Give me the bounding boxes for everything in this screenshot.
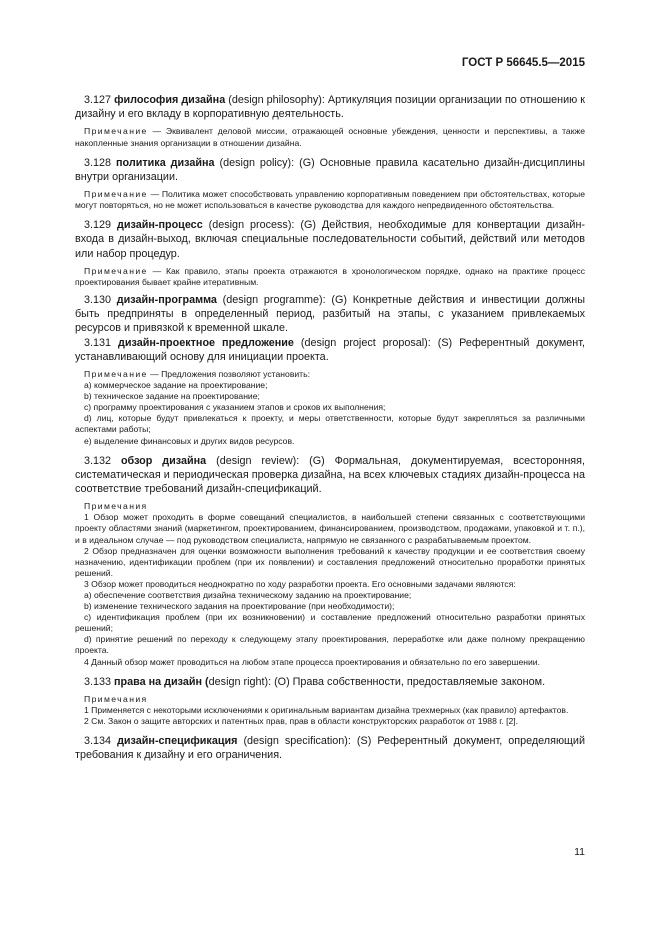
list-item: е) выделение финансовых и других видов ресурсов. (84, 435, 295, 446)
term-definition: (design specification): (S) Референтный документ, определяющий требования к дизайну и его ограничения. (75, 735, 585, 762)
note-label: Примечание (84, 369, 148, 379)
term-definition: (design review): (G) Формальная, документируемая, всесторонняя, систематическая и периодическая проверка дизайна, на всех ключевых стадиях дизайн-процесса на соответствие требований дизайн-спецификаций. (75, 454, 585, 496)
notes-heading: Примечания (84, 693, 148, 704)
note-item: 1 Применяется с некоторыми исключениями к оригинальным вариантам дизайна трехмерных (как правило) артефактов. (84, 704, 569, 715)
document-id-header: ГОСТ Р 56645.5—2015 (461, 57, 585, 69)
term-number: 3.134 (84, 735, 112, 748)
note-text: — Как правило, этапы проекта отражаются в хронологическом порядке, однако на практике процесс проектирования бывает крайне итеративным. (75, 265, 585, 287)
term-number: 3.128 (84, 156, 112, 169)
note-item: а) обеспечение соответствия дизайна техническому заданию на проектирование; (84, 590, 412, 601)
term-3-129 (75, 218, 585, 261)
list-item: b) техническое задание на проектирование; (84, 391, 260, 402)
page-number: 11 (574, 846, 585, 858)
page-content (75, 93, 585, 763)
term-3-132 (75, 454, 585, 497)
list-item: d) лиц, которые будут привлекаться к проекту, и меры ответственности, которые будут закрепляться за различными аспектами работы; (75, 413, 585, 435)
note-item: 3 Обзор может проводиться неоднократно по ходу разработки проекта. Его основными задачами являются: (84, 578, 516, 589)
term-name: философия дизайна (114, 94, 226, 106)
term-definition: (design programme): (G) Конкретные действия и инвестиции должны быть предприняты в определенный период, разбитый на этапы, с указанием привлекаемых ресурсов и привязкой к временной шкале. (75, 293, 585, 335)
term-name: дизайн-спецификация (117, 735, 238, 748)
note-3-127 (75, 126, 585, 148)
note-item: d) принятие решений по переходу к следующему этапу проектирования, переработке или даже полному прекращению проекта. (75, 634, 585, 656)
note-item: 1 Обзор может проходить в форме совещаний специалистов, в наибольшей степени связанных с соответствующими проекту областями знаний (маркетингом, проектированием, финансированием, производством, продажами, упаковкой и т. п.), и в идеальном случае — под руководством специалиста, напрямую не связанного с разрабатываемым проектом. (75, 512, 585, 545)
term-3-131 (75, 336, 585, 364)
term-number: 3.131 (84, 336, 112, 349)
note-item: 4 Данный обзор может проводиться на любом этапе процесса проектирования и обязательно по его завершении. (84, 656, 540, 667)
term-number: 3.133 (84, 675, 112, 688)
term-3-134 (75, 734, 585, 762)
term-name: политика дизайна (116, 156, 215, 169)
note-label: Примечание (84, 189, 148, 199)
term-3-127 (75, 93, 585, 121)
list-item: а) коммерческое задание на проектирование; (84, 380, 268, 391)
term-definition: design right): (О) Права собственности, предоставляемые законом. (208, 675, 546, 688)
note-text: — Политика может способствовать управлению корпоративным поведением при обстоятельствах, которые могут повторяться, но не может использоваться в качестве руководства для каждого непредвиденного обстоятельства. (75, 189, 585, 211)
note-text: — Эквивалент деловой миссии, отражающей основные убеждения, ценности и перспективы, а также накопленные знания организации в отношении дизайна. (75, 126, 585, 148)
note-item: 2 См. Закон о защите авторских и патентных прав, прав в области конструкторских разработок от 1988 г. [2]. (84, 716, 519, 727)
note-3-128 (75, 189, 585, 211)
term-name: дизайн-проектное предложение (118, 336, 294, 349)
term-number: 3.129 (84, 219, 112, 232)
note-text: — Предложения позволяют установить: (147, 369, 310, 379)
term-definition: (design process): (G) Действия, необходимые для конвертации дизайн-входа в дизайн-выход, включая специальные последовательности событий, действий или методов или набор процедур. (75, 219, 586, 260)
note-label: Примечание (84, 265, 148, 276)
notes-heading: Примечания (84, 501, 148, 512)
term-3-130 (75, 293, 585, 336)
term-name: права на дизайн ( (114, 675, 209, 688)
term-3-128 (75, 156, 585, 184)
term-3-133 (75, 675, 585, 689)
list-item: с) программу проектирования с указанием этапов и сроков их выполнения; (84, 402, 386, 413)
note-3-131 (75, 369, 585, 380)
term-number: 3.132 (84, 454, 112, 467)
note-item: b) изменение технического задания на проектирование (при необходимости); (84, 601, 395, 612)
term-definition: (design policy): (G) Основные правила касательно дизайн-дисциплины внутри организации. (75, 156, 585, 183)
note-3-129 (75, 266, 585, 288)
term-number: 3.130 (84, 293, 112, 306)
term-name: дизайн-программа (116, 293, 217, 306)
note-item: 2 Обзор предназначен для оценки возможности выполнения требований к качеству продукции и ее соответствия своему назначению, идентификации проблем (при их появлении) и составления предложений относительно проработки принятых решений. (75, 545, 585, 578)
term-definition: (design philosophy): Артикуляция позиции организации по отношению к дизайну и его вкладу в корпоративную деятельность. (75, 94, 586, 121)
note-item: с) идентификация проблем (при их возникновении) и составление предложений относительно разработки принятых решений; (75, 612, 585, 634)
note-label: Примечание (84, 126, 148, 137)
term-name: обзор дизайна (120, 454, 207, 467)
term-name: дизайн-процесс (117, 219, 203, 232)
term-number: 3.127 (84, 94, 112, 106)
term-definition: (design project proposal): (S) Референтный документ, устанавливающий основу для инициации проекта. (75, 336, 586, 363)
